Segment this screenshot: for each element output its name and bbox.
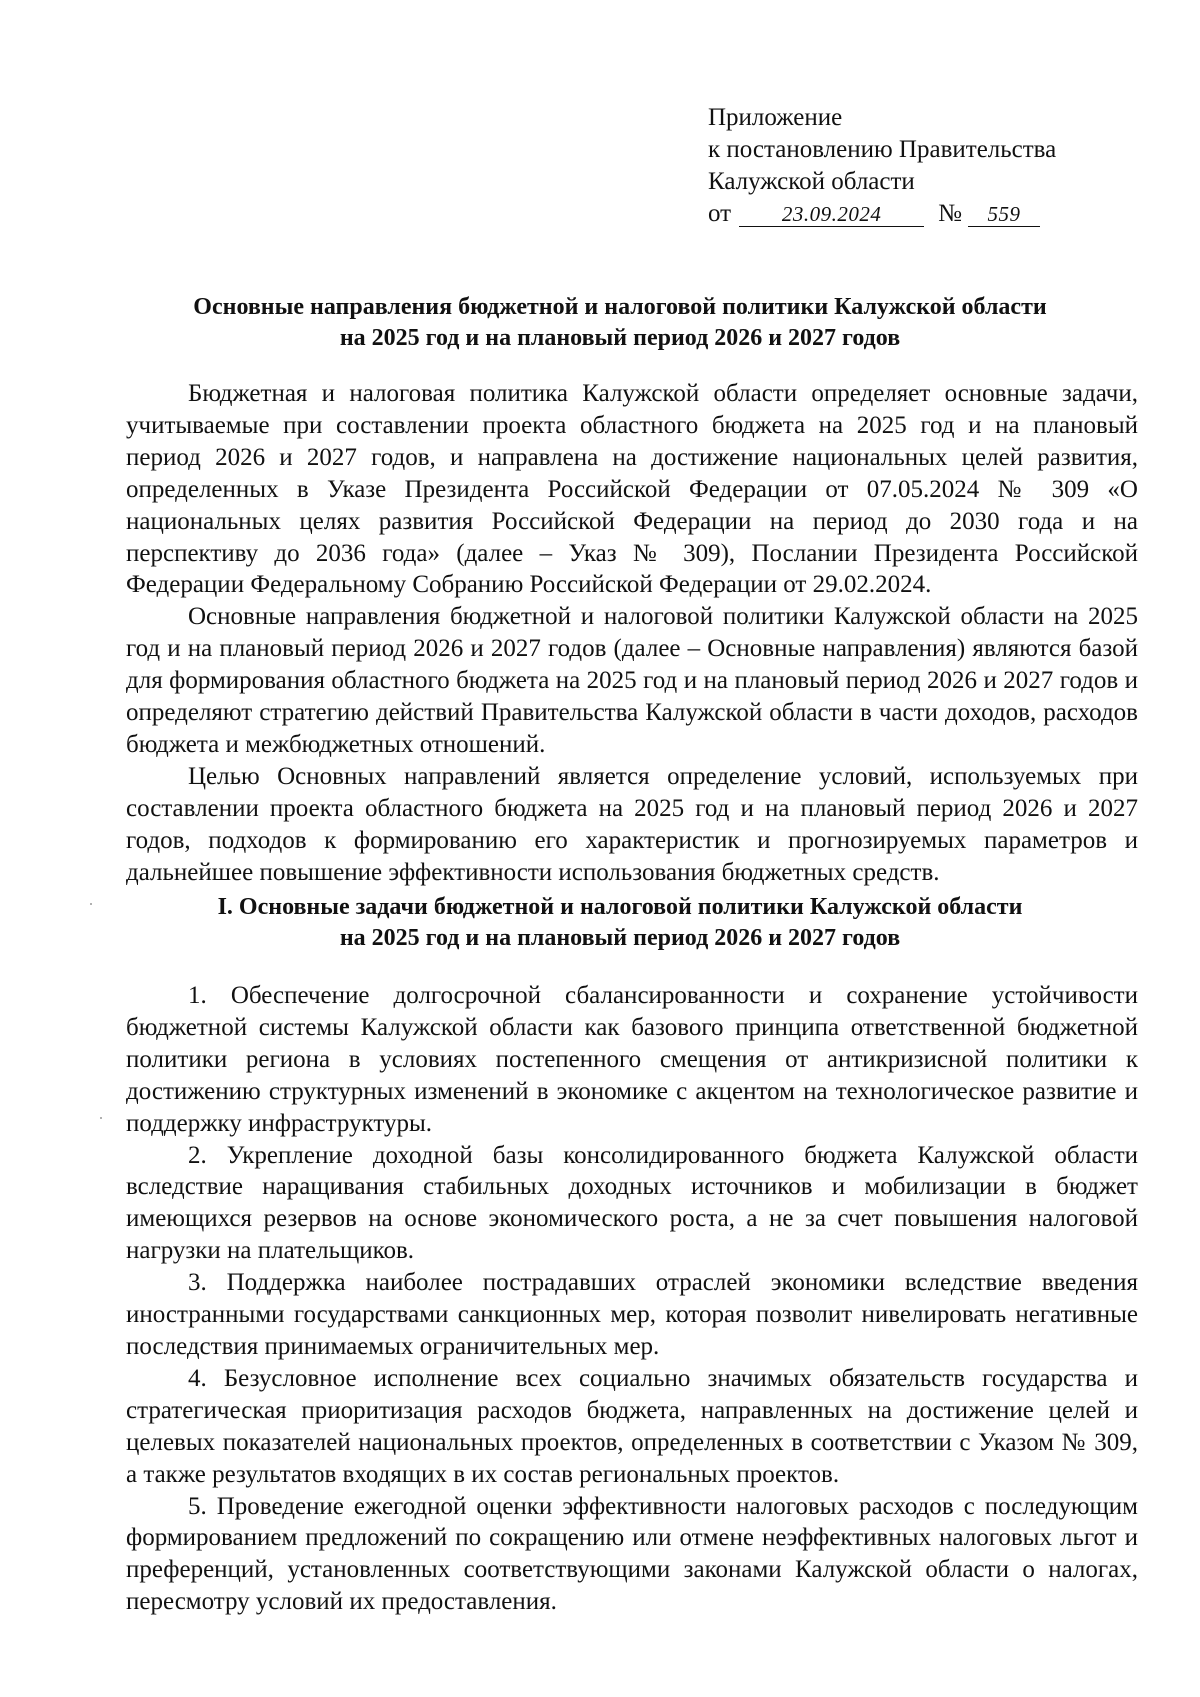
list-item: 4. Безусловное исполнение всех социально значимых обязательств государства и стратегическая приоритизация расходов бюджета, направленных на достижение целей и целевых показателей национальных проектов, определенных в соответствии с Указом № 309, а также результатов входящих в их состав региональных проектов. [126,1364,1138,1488]
list-item: 3. Поддержка наиболее пострадавших отраслей экономики вследствие введения иностранными государствами санкционных мер, которая позволит нивелировать негативные последствия принимаемых ограничительных мер. [126,1269,1138,1360]
document-title-line-2: на 2025 год и на плановый период 2026 и 2027 годов [339,325,901,351]
appendix-date-line [708,198,1056,230]
intro-paragraph: Целью Основных направлений является определение условий, используемых при составлении проекта областного бюджета на 2025 год и на плановый период 2026 и 2027 годов, подходов к формированию его характеристик и прогнозируемых параметров и дальнейшее повышение эффективности использования бюджетных средств. [126,762,1138,886]
list-item: 5. Проведение ежегодной оценки эффективности налоговых расходов с последующим формированием предложений по сокращению или отмене неэффективных налоговых льгот и преференций, установленных соответствующими законами Калужской области о налогах, пересмотру условий их предоставления. [126,1492,1138,1616]
list-item: 1. Обеспечение долгосрочной сбалансированности и сохранение устойчивости бюджетной системы Калужской области как базового принципа ответственной бюджетной политики региона в условиях постепенного смещения от антикризисной политики к достижению структурных изменений в экономике с акцентом на технологическое развитие и поддержку инфраструктуры. [126,982,1138,1137]
from-label: от [708,200,732,227]
section-1-heading-line-2: на 2025 год и на плановый период 2026 и 2027 годов [339,925,901,951]
section-1-heading [110,892,1130,954]
decree-date: 23.09.2024 [739,202,924,227]
appendix-region-line: Калужской области [708,168,915,195]
scan-speck [100,1117,102,1119]
document-title [110,292,1130,354]
decree-number: 559 [968,202,1040,227]
section-1-heading-line-1: I. Основные задачи бюджетной и налоговой политики Калужской области [217,894,1023,920]
intro-paragraph: Бюджетная и налоговая политика Калужской области определяет основные задачи, учитываемые при составлении проекта областного бюджета на 2025 год и на плановый период 2026 и 2027 годов, и направлена на достижение национальных целей развития, определенных в Указе Президента Российской Федерации от 07.05.2024 № 309 «О национальных целях развития Российской Федерации на период до 2030 года и на перспективу до 2036 года» (далее – Указ № 309), Послании Президента Российской Федерации Федеральному Собранию Российской Федерации от 29.02.2024. [126,380,1138,599]
list-item: 2. Укрепление доходной базы консолидированного бюджета Калужской области вследствие наращивания стабильных доходных источников и мобилизации в бюджет имеющихся резервов на основе экономического роста, а не за счет повышения налоговой нагрузки на плательщиков. [126,1141,1138,1265]
intro-section [126,378,1138,889]
appendix-decree-line: к постановлению Правительства [708,136,1057,163]
section-1-list [126,980,1138,1618]
intro-paragraph: Основные направления бюджетной и налоговой политики Калужской области на 2025 год и на плановый период 2026 и 2027 годов (далее – Основные направления) являются базой для формирования областного бюджета на 2025 год и на плановый период 2026 и 2027 годов и определяют стратегию действий Правительства Калужской области в части доходов, расходов бюджета и межбюджетных отношений. [126,603,1138,758]
appendix-title: Приложение [708,104,843,131]
appendix-block [708,102,1056,230]
document-title-line-1: Основные направления бюджетной и налоговой политики Калужской области [193,294,1047,320]
scan-speck [90,903,92,905]
number-label: № [938,200,962,227]
